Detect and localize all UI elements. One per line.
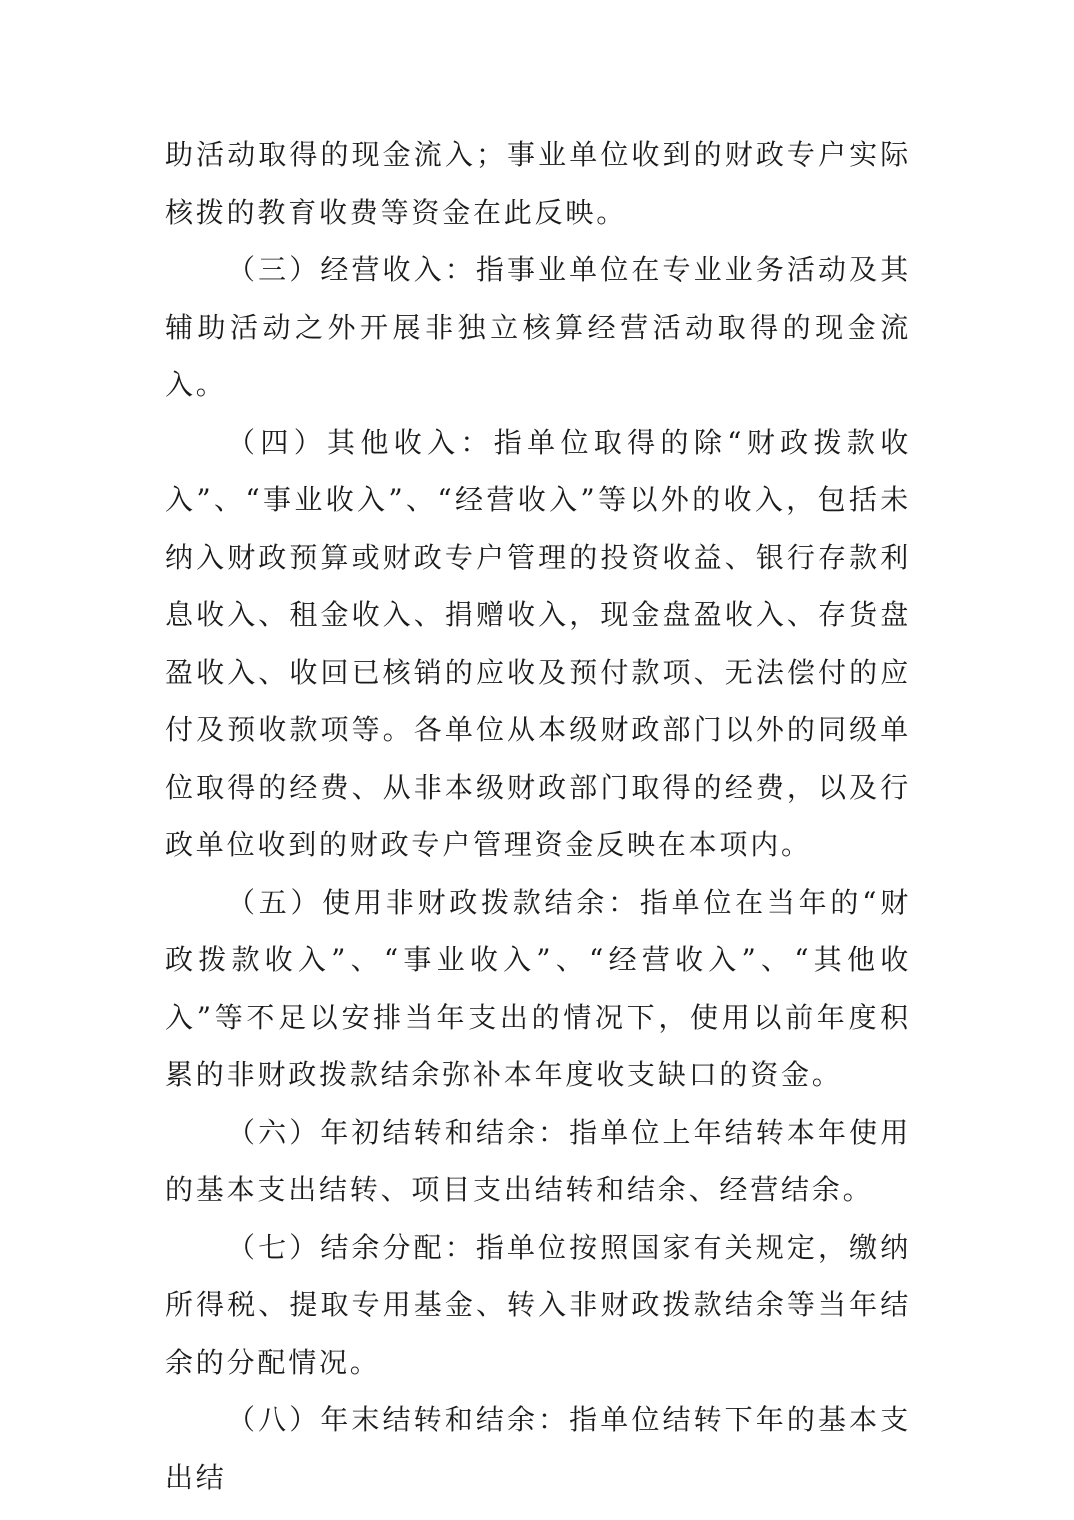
paragraph-surplus-distribution: （七）结余分配：指单位按照国家有关规定，缴纳所得税、提取专用基金、转入非财政拨款结余等当年结余的分配情况。 bbox=[165, 1230, 911, 1379]
paragraph-closing-balance: （八）年末结转和结余：指单位结转下年的基本支出结 bbox=[165, 1403, 911, 1494]
paragraph-opening-balance: （六）年初结转和结余：指单位上年结转本年使用的基本支出结转、项目支出结转和结余、经营结余。 bbox=[165, 1115, 911, 1206]
paragraph-other-income: （四）其他收入：指单位取得的除“财政拨款收入”、“事业收入”、“经营收入”等以外的收入，包括未纳入财政预算或财政专户管理的投资收益、银行存款利息收入、租金收入、捐赠收入，现金盘盈收入、存货盘盈收入、收回已核销的应收及预付款项、无法偿付的应付及预收款项等。各单位从本级财政部门以外的同级单位取得的经费、从非本级财政部门取得的经费，以及行政单位收到的财政专户管理资金反映在本项内。 bbox=[165, 425, 911, 861]
paragraph-business-income: （三）经营收入：指事业单位在专业业务活动及其辅助活动之外开展非独立核算经营活动取得的现金流入。 bbox=[165, 253, 911, 401]
paragraph-non-fiscal-surplus: （五）使用非财政拨款结余：指单位在当年的“财政拨款收入”、“事业收入”、“经营收入”、“其他收入”等不足以安排当年支出的情况下，使用以前年度积累的非财政拨款结余弥补本年度收支缺口的资金。 bbox=[165, 885, 911, 1091]
document-page bbox=[165, 126, 911, 1506]
paragraph-continuation: 助活动取得的现金流入；事业单位收到的财政专户实际核拨的教育收费等资金在此反映。 bbox=[165, 138, 911, 229]
